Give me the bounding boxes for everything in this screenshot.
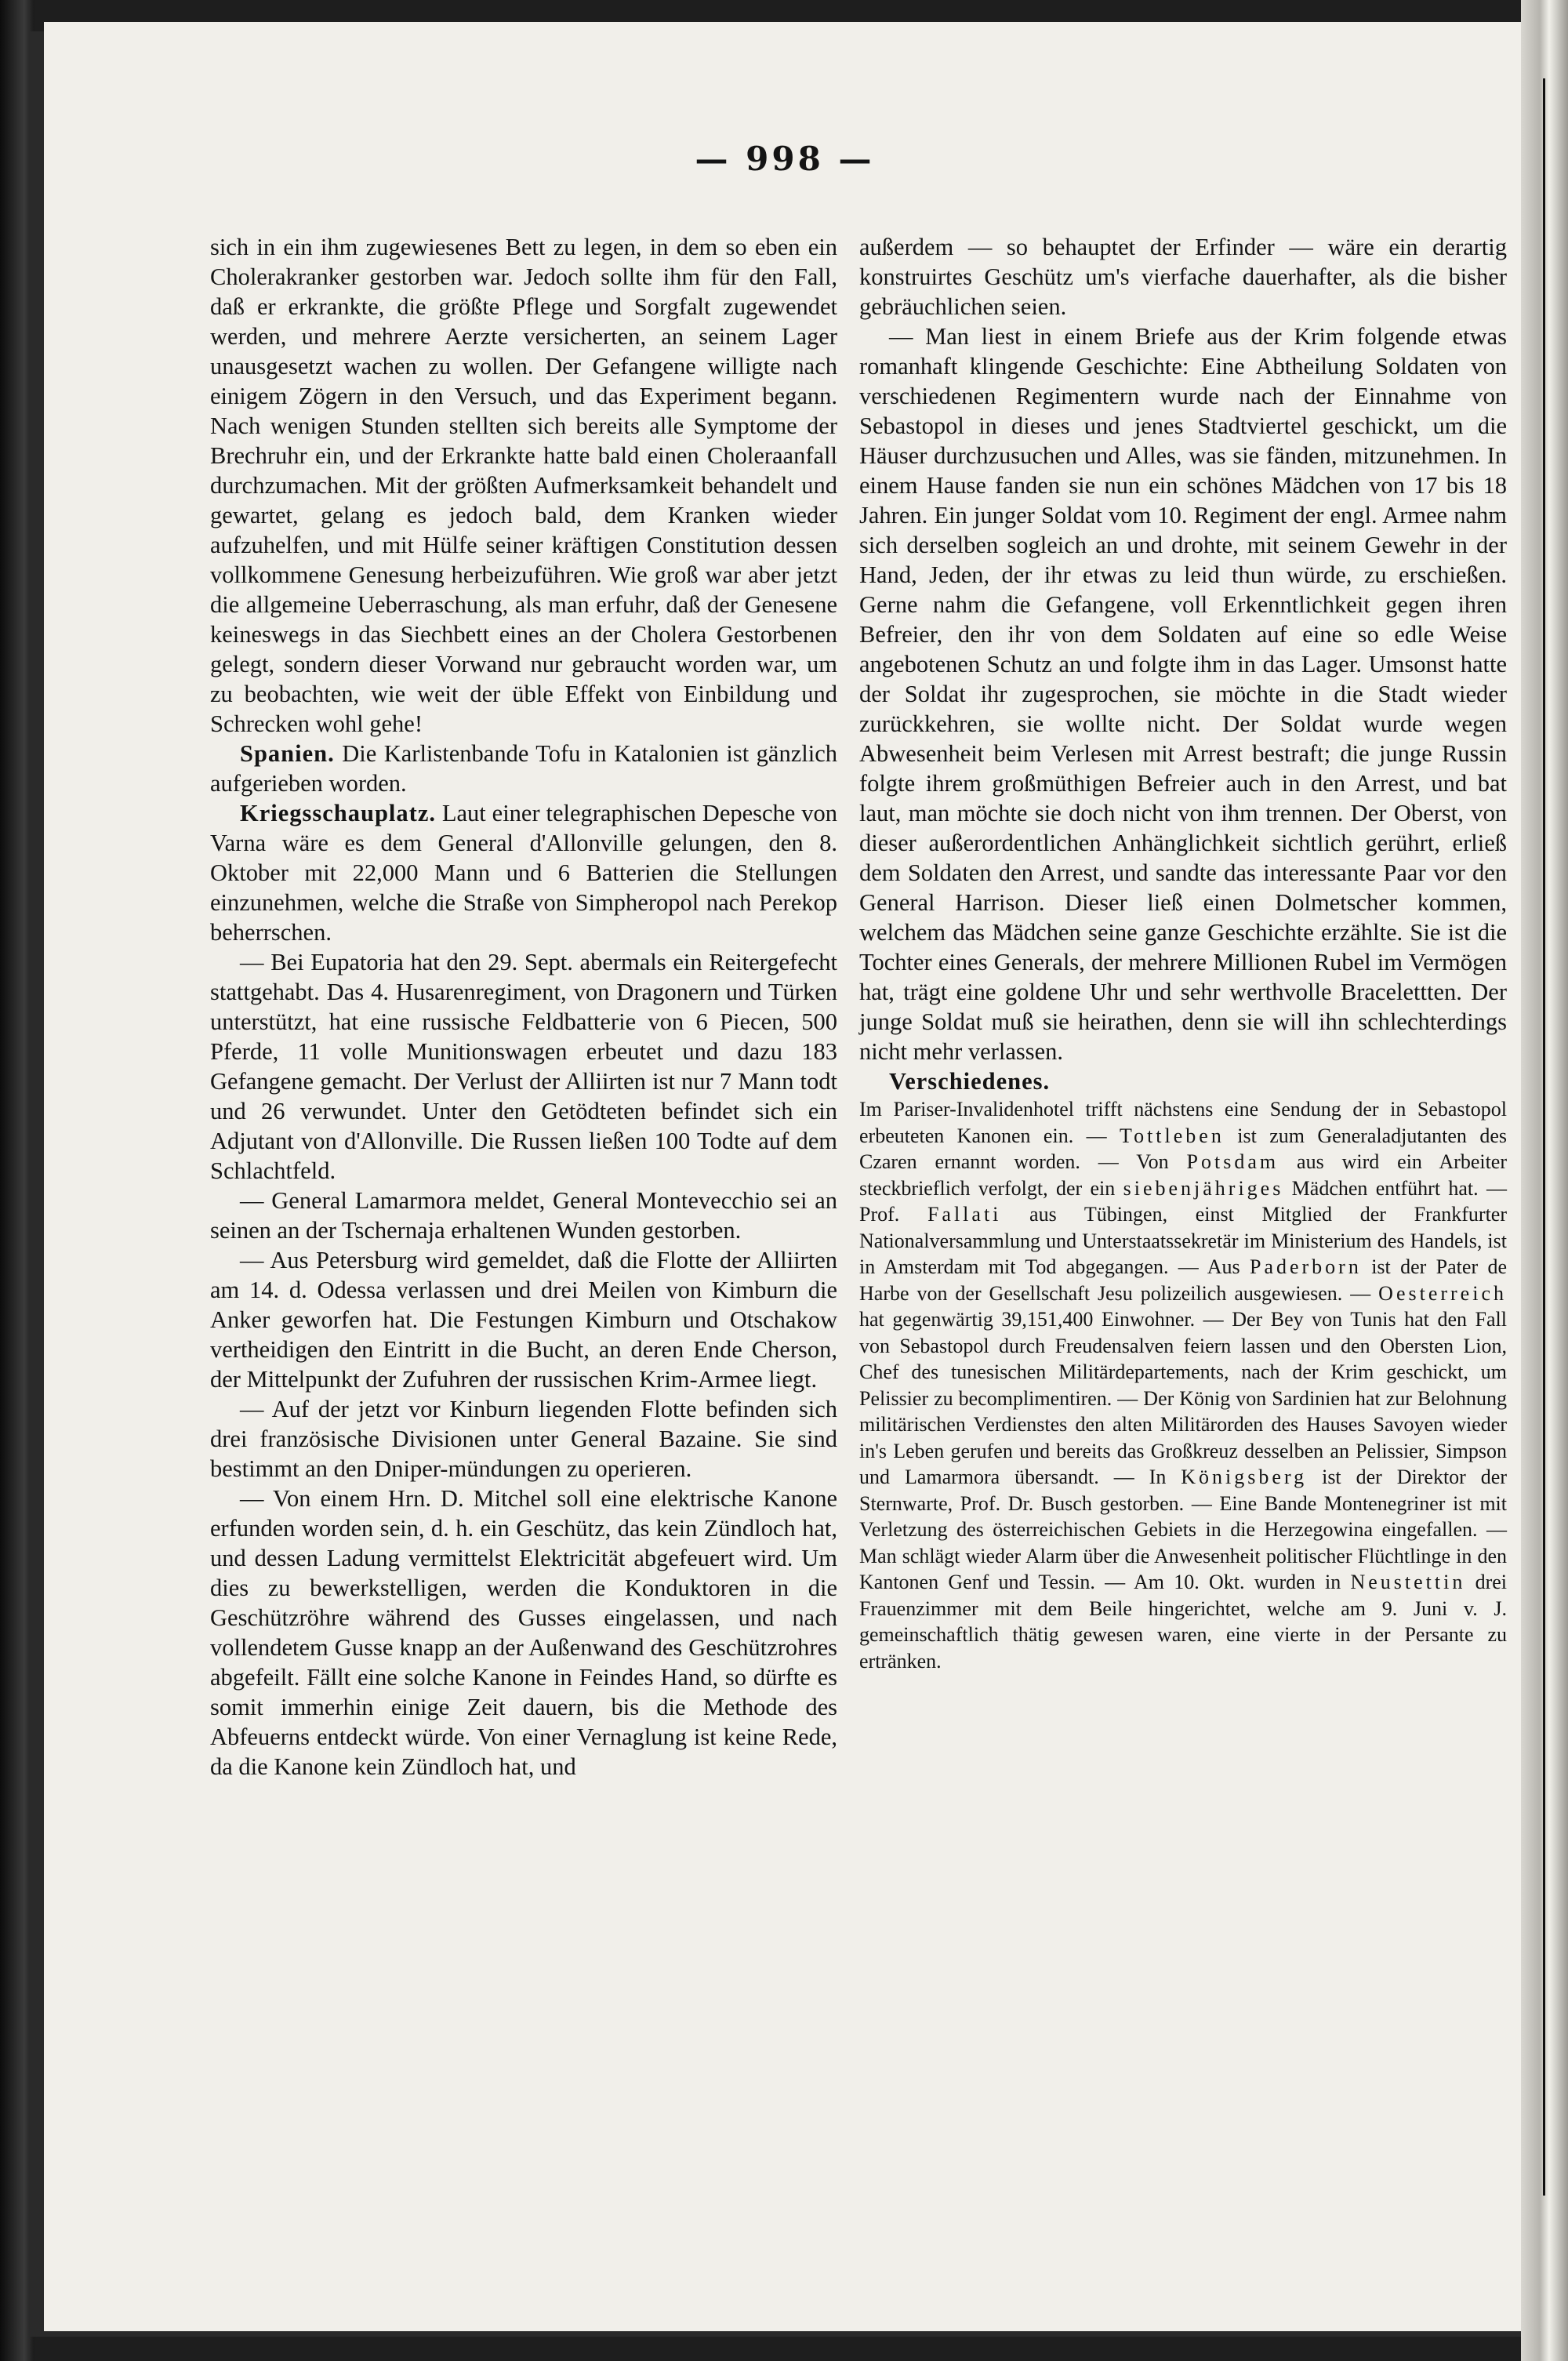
right-column [859, 232, 1507, 1674]
misc-text: hat gegenwärtig 39,151,400 Einwohner. — Der Bey von Tunis hat den Fall von Sebastopol durch Freudensalven feiern lassen und den Obersten Lion, Chef des tunesischen Militärdepartements, nach der Krim geschickt, um Pelissier zu becomplimentiren. — Der König von Sardinien hat zur Belohnung militärischen Verdienstes den alten Militärorden des Hauses Savoyen wieder in's Leben gerufen und bereits das Großkreuz desselben an Pelissier, Simpson und Lamarmora übersandt. — In [859, 1308, 1507, 1488]
left-column [210, 232, 837, 1782]
misc-news-heading-line [859, 1066, 1507, 1096]
misc-emphasis: siebenjähriges [1123, 1176, 1284, 1200]
misc-text: ist zum Generaladjutanten des Czaren ernannt worden. — Von [859, 1124, 1507, 1173]
misc-text: Mädchen entführt hat. — Prof. [859, 1176, 1507, 1226]
misc-place: Potsdam [1186, 1150, 1279, 1173]
misc-place: Königsberg [1181, 1466, 1308, 1488]
misc-name: Tottleben [1120, 1124, 1225, 1147]
electric-cannon-paragraph: — Von einem Hrn. D. Mitchel soll eine elektrische Kanone erfunden worden sein, d. h. ein Geschütz, das kein Zündloch hat, und dessen Ladung vermittelst Elektricität abgefeuert wird. Um dies zu bewerkstelligen, werden die Konduktoren in die Geschützröhre während des Gusses eingelassen, und nach vollendetem Gusse knapp an der Außenwand des Geschützrohres abgefeilt. Fällt eine solche Kanone in Feindes Hand, so dürfte es somit immerhin einige Zeit dauern, bis die Methode des Abfeuerns entdeckt würde. Von einer Vernaglung ist keine Rede, da die Kanone kein Zündloch hat, und [210, 1485, 837, 1780]
spain-text: Die Karlistenbande Tofu in Katalonien ist gänzlich aufgerieben worden. [210, 740, 837, 797]
war-news [210, 798, 837, 947]
newspaper-page [44, 22, 1526, 2331]
page-number: — 998 — [695, 140, 875, 178]
cholera-experiment-paragraph: sich in ein ihm zugewiesenes Bett zu legen, in dem so eben ein Cholerakranker gestorben war. Jedoch sollte ihm für den Fall, daß er erkrankte, die größte Pflege und Sorgfalt zugewendet werden, und mehrere Aerzte versicherten, an seinem Lager unausgesetzt wachen zu wollen. Der Gefangene willigte nach einigem Zögern in den Versuch, und das Experiment begann. Nach wenigen Stunden stellten sich bereits alle Symptome der Brechruhr ein, und der Erkrankte hatte bald einen Choleraanfall durchzumachen. Mit der größten Aufmerksamkeit behandelt und gewartet, gelang es jedoch bald, dem Kranken wieder aufzuhelfen, und mit Hülfe seiner kräftigen Constitution dessen vollkommene Genesung herbeizuführen. Wie groß war aber jetzt die allgemeine Ueberraschung, als man erfuhr, daß der Genesene keineswegs in das Siechbett eines an der Cholera Gestorbenen gelegt, sondern dieser Vorwand nur gebraucht worden war, um zu beobachten, wie weit der üble Effekt von Einbildung und Schrecken wohl gehe! [210, 234, 837, 737]
spain-heading: Spanien. [240, 740, 335, 767]
cannon-continuation: außerdem — so behauptet der Erfinder — wäre ein derartig konstruirtes Geschütz um's vierfache dauerhafter, als die bisher gebräuchlichen seien. [859, 234, 1507, 320]
misc-text: aus wird ein Arbeiter steckbrieflich verfolgt, der ein [859, 1150, 1508, 1200]
misc-text: drei Frauenzimmer mit dem Beile hingerichtet, welche am 9. Juni v. J. gemeinschaftlich thätig gewesen waren, eine vierte in der Persante zu ertränken. [859, 1571, 1508, 1673]
misc-place: Neustettin [1350, 1571, 1466, 1593]
misc-place: Oesterreich [1378, 1281, 1507, 1305]
misc-heading: Verschiedenes. [889, 1068, 1051, 1095]
misc-text: aus Tübingen, einst Mitglied der Frankfurter Nationalversammlung und Unterstaatssekretär im Ministerium des Handels, ist in Amsterdam mit Tod abgegangen. — Aus [859, 1203, 1507, 1278]
eupatoria-paragraph: — Bei Eupatoria hat den 29. Sept. abermals ein Reitergefecht stattgehabt. Das 4. Husarenregiment, von Dragonern und Türken unterstützt, hat eine russische Feldbatterie von 6 Piecen, 500 Pferde, 11 volle Munitionswagen erbeutet und dazu 183 Gefangene gemacht. Der Verlust der Alliirten ist nur 7 Mann todt und 26 verwundet. Unter den Getödteten befindet sich ein Adjutant von d'Allonville. Die Russen ließen 100 Todte auf dem Schlachtfeld. [210, 949, 837, 1184]
lamarmora-paragraph: — General Lamarmora meldet, General Montevecchio sei an seinen an der Tschernaja erhaltenen Wunden gestorben. [210, 1187, 837, 1244]
war-heading: Kriegsschauplatz. [240, 800, 436, 826]
war-text: Laut einer telegraphischen Depesche von Varna wäre es dem General d'Allonville gelungen, den 8. Oktober mit 22,000 Mann und 6 Batterien die Stellungen einzunehmen, welche die Straße von Simpheropol nach Perekop beherrschen. [210, 800, 837, 946]
misc-text: ist der Pater de Harbe von der Gesellschaft Jesu polizeilich ausgewiesen. — [859, 1255, 1507, 1305]
misc-text: Im Pariser-Invalidenhotel trifft nächstens eine Sendung der in Sebastopol erbeuteten Kanonen ein. — [859, 1098, 1507, 1147]
misc-news-paragraph [859, 1096, 1507, 1674]
spain-news [210, 739, 837, 798]
misc-place: Paderborn [1249, 1255, 1362, 1278]
adjacent-page-edge [1521, 0, 1568, 2361]
petersburg-paragraph: — Aus Petersburg wird gemeldet, daß die Flotte der Alliirten am 14. d. Odessa verlassen und drei Meilen von Kimburn die Anker geworfen hat. Die Festungen Kimburn und Otschakow vertheidigen den Eintritt in die Bucht, an deren Ende Cherson, der Mittelpunkt der Zufuhren der russischen Krim-Armee liegt. [210, 1247, 837, 1393]
misc-text: ist der Direktor der Sternwarte, Prof. Dr. Busch gestorben. — Eine Bande Montenegriner ist mit Verletzung des österreichischen Gebiets in die Herzegowina eingefallen. — Man schlägt wieder Alarm über die Anwesenheit politischer Flüchtlinge in den Kantonen Genf und Tessin. — Am 10. Okt. wurden in [859, 1466, 1507, 1593]
crimea-story-paragraph: — Man liest in einem Briefe aus der Krim folgende etwas romanhaft klingende Geschichte: Eine Abtheilung Soldaten von verschiedenen Regimentern wurde nach der Einnahme von Sebastopol in dieses und jenes Stadtviertel geschickt, um die Häuser durchzusuchen und Alles, was sie fänden, mitzunehmen. In einem Hause fanden sie nun ein schönes Mädchen von 17 bis 18 Jahren. Ein junger Soldat vom 10. Regiment der engl. Armee nahm sich derselben sogleich an und drohte, mit seinem Gewehr in der Hand, Jeden, der ihr etwas zu leid thun würde, zu erschießen. Gerne nahm die Gefangene, voll Erkenntlichkeit gegen ihren Befreier, den ihr von dem Soldaten auf eine so edle Weise angebotenen Schutz an und folgte ihm in das Lager. Umsonst hatte der Soldat ihr zugesprochen, sie möchte in die Stadt wieder zurückkehren, sie wollte nicht. Der Soldat wurde wegen Abwesenheit beim Verlesen mit Arrest bestraft; die junge Russin folgte ihrem großmüthigen Befreier auch in den Arrest, und bat laut, man möchte sie doch nicht von ihm trennen. Der Oberst, von dieser außerordentlichen Anhänglichkeit sichtlich gerührt, erließ dem Soldaten den Arrest, und sandte das interessante Paar vor den General Harrison. Dieser ließ einen Dolmetscher kommen, welchem das Mädchen seine ganze Geschichte erzählte. Sie ist die Tochter eines Generals, der mehrere Millionen Rubel im Vermögen hat, trägt eine goldene Uhr und sehr werthvolle Bracelettten. Der junge Soldat muß sie heirathen, denn sie will ihn schlechterdings nicht mehr verlassen. [859, 323, 1507, 1065]
misc-name: Fallati [927, 1203, 1002, 1226]
kinburn-paragraph: — Auf der jetzt vor Kinburn liegenden Flotte befinden sich drei französische Divisionen unter General Bazaine. Sie sind bestimmt an den Dniper-mündungen zu operieren. [210, 1396, 837, 1482]
